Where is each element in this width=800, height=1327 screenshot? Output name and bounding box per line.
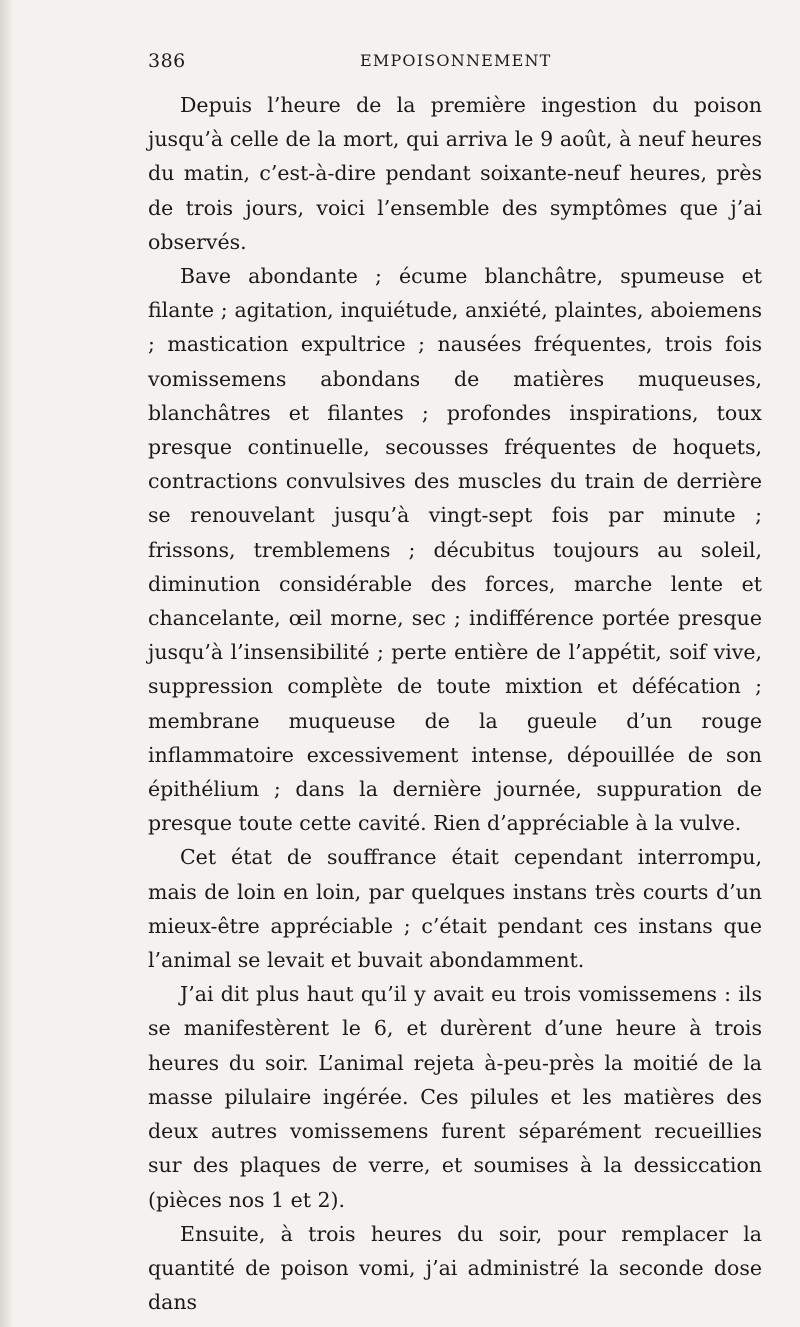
paragraph-second-dose: Ensuite, à trois heures du soir, pour remplacer la quantité de poison vomi, j’ai administré la seconde dose dans — [148, 1221, 762, 1315]
paragraph-vomiting: J’ai dit plus haut qu’il y avait eu trois vomissemens : ils se manifestèrent le 6, et durèrent d’une heure à trois heures du soir. L’animal rejeta à-peu-près la moitié de la masse pilulaire ingérée. Ces pilules et les matières des deux autres vomissemens furent séparément recueillies sur des plaques de verre, et soumises à la dessiccation (pièces nos 1 et 2). — [148, 982, 762, 1212]
page-gutter-shadow — [0, 0, 14, 1327]
paragraph-intermittent-relief: Cet état de souffrance était cependant interrompu, mais de loin en loin, par quelques instans très courts d’un mieux-être appréciable ; c’était pendant ces instans que l’animal se levait et buvait abondamment. — [148, 845, 762, 973]
page-header — [148, 50, 768, 80]
page-number: 386 — [148, 50, 186, 72]
paragraph-symptoms-intro: Depuis l’heure de la première ingestion du poison jusqu’à celle de la mort, qui arriva le 9 août, à neuf heures du matin, c’est-à-dire pendant soixante-neuf heures, près de trois jours, voici l’ensemble des symptômes que j’ai observés. — [148, 93, 762, 254]
body-text — [148, 88, 762, 1319]
running-title: EMPOISONNEMENT — [360, 51, 552, 70]
paragraph-symptoms-list: Bave abondante ; écume blanchâtre, spumeuse et filante ; agitation, inquiétude, anxiété, plaintes, aboiemens ; mastication expultrice ; nausées fréquentes, trois fois vomissemens abondans de matières muqueuses, blanchâtres et filantes ; profondes inspirations, toux presque continuelle, secousses fréquentes de hoquets, contractions convulsives des muscles du train de derrière se renouvelant jusqu’à vingt-sept fois par minute ; frissons, tremblemens ; décubitus toujours au soleil, diminution considérable des forces, marche lente et chancelante, œil morne, sec ; indifférence portée presque jusqu’à l’insensibilité ; perte entière de l’appétit, soif vive, suppression complète de toute mixtion et défécation ; membrane muqueuse de la gueule d’un rouge inflammatoire excessivement intense, dépouillée de son épithélium ; dans la dernière journée, suppuration de presque toute cette cavité. Rien d’appréciable à la vulve. — [148, 264, 762, 836]
